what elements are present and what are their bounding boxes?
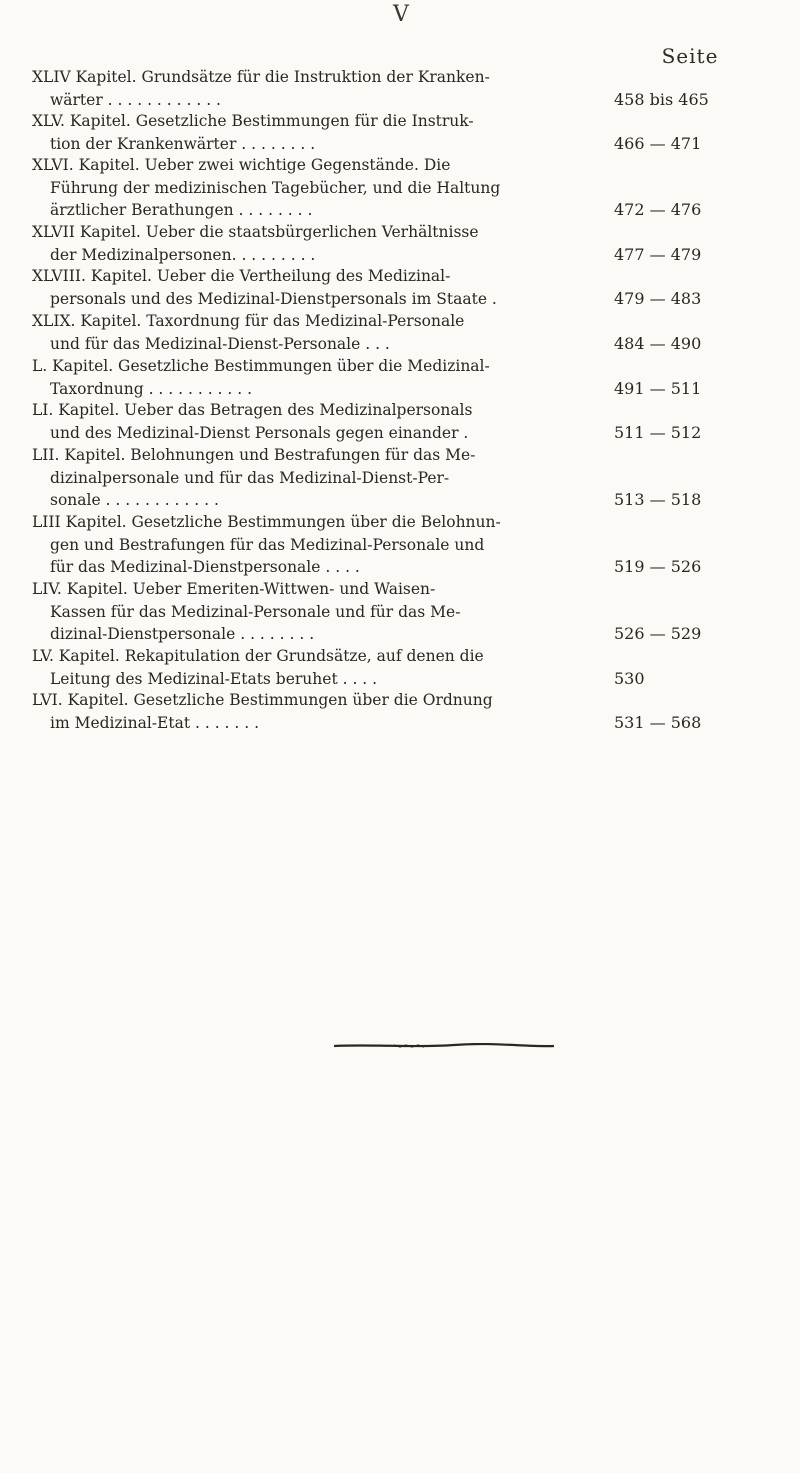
entry-pages: 477 — 479: [614, 244, 702, 264]
entry-line: Leitung des Medizinal-Etats beruhet . . . .: [50, 669, 378, 688]
toc-entry: [32, 645, 772, 690]
entry-title: [32, 645, 612, 690]
entry-title: [32, 355, 612, 400]
entry-line: XLVIII. Kapitel. Ueber die Vertheilung des Medizinal-: [32, 267, 451, 285]
entry-line: LIII Kapitel. Gesetzliche Bestimmungen über die Belohnun-: [32, 513, 501, 531]
entry-line: XLVII Kapitel. Ueber die staatsbürgerlichen Verhältnisse: [32, 223, 479, 241]
entry-line: L. Kapitel. Gesetzliche Bestimmungen über die Medizinal-: [32, 357, 490, 375]
entry-line: LVI. Kapitel. Gesetzliche Bestimmungen über die Ordnung: [32, 691, 493, 709]
entry-line: tion der Krankenwärter . . . . . . . .: [50, 134, 316, 153]
entry-pages: 484 — 490: [614, 333, 702, 353]
entry-line: Führung der medizinischen Tagebücher, und die Haltung: [50, 178, 501, 197]
entry-title: [32, 265, 612, 310]
entry-line: XLIV Kapitel. Grundsätze für die Instruktion der Kranken-: [32, 68, 490, 86]
entry-pages: 519 — 526: [614, 557, 702, 576]
entry-title: [32, 511, 612, 579]
toc-entry: [32, 578, 772, 646]
entry-title: [32, 66, 612, 111]
entry-line: und des Medizinal-Dienst Personals gegen einander .: [50, 423, 469, 442]
entry-line: sonale . . . . . . . . . . . .: [50, 491, 219, 509]
toc-entry: [32, 221, 772, 266]
toc-entry: [32, 355, 772, 400]
entry-pages: 491 — 511: [614, 378, 702, 398]
entry-line: LIV. Kapitel. Ueber Emeriten-Wittwen- und Waisen-: [32, 580, 436, 598]
entry-title: [32, 399, 612, 444]
entry-line: wärter . . . . . . . . . . . .: [50, 90, 221, 109]
entry-title: [32, 110, 612, 155]
entry-title: [32, 578, 612, 646]
entry-line: für das Medizinal-Dienstpersonale . . . .: [50, 558, 360, 576]
column-header-seite: Seite: [661, 44, 719, 68]
toc-entry: [32, 399, 772, 444]
entry-line: LV. Kapitel. Rekapitulation der Grundsätze, auf denen die: [32, 647, 484, 665]
toc-entry: [32, 310, 772, 355]
toc-entry: [32, 444, 772, 512]
entry-line: dizinalpersonale und für das Medizinal-Dienst-Per-: [50, 468, 450, 487]
entry-line: gen und Bestrafungen für das Medizinal-Personale und: [50, 535, 485, 554]
entry-pages: 472 — 476: [614, 200, 702, 219]
entry-title: [32, 689, 612, 734]
entry-line: ärztlicher Berathungen . . . . . . . .: [50, 201, 313, 219]
toc-entry: [32, 689, 772, 734]
entry-title: [32, 310, 612, 355]
entry-pages: 511 — 512: [614, 422, 702, 442]
toc-entry: [32, 66, 772, 111]
toc-entry: [32, 511, 772, 579]
entry-line: der Medizinalpersonen. . . . . . . . .: [50, 245, 316, 264]
entry-pages: 479 — 483: [614, 288, 702, 308]
entry-line: XLV. Kapitel. Gesetzliche Bestimmungen für die Instruk-: [32, 112, 474, 130]
toc-entry: [32, 154, 772, 222]
toc-entry: [32, 110, 772, 155]
entry-line: und für das Medizinal-Dienst-Personale . . .: [50, 334, 390, 353]
entry-line: LII. Kapitel. Belohnungen und Bestrafungen für das Me-: [32, 446, 476, 464]
entry-pages: 466 — 471: [614, 133, 702, 153]
entry-line: personals und des Medizinal-Dienstpersonals im Staate .: [50, 289, 497, 308]
entry-line: XLVI. Kapitel. Ueber zwei wichtige Gegenstände. Die: [32, 156, 451, 174]
entry-line: im Medizinal-Etat . . . . . . .: [50, 713, 260, 732]
entry-title: [32, 154, 612, 222]
entry-line: dizinal-Dienstpersonale . . . . . . . .: [50, 625, 315, 643]
entry-pages: 531 — 568: [614, 712, 702, 732]
ornamental-rule: [334, 1043, 554, 1049]
entry-line: Taxordnung . . . . . . . . . . .: [50, 379, 253, 398]
entry-pages: 530: [614, 668, 645, 688]
page-signature: V: [393, 2, 409, 27]
entry-pages: 458 bis 465: [614, 89, 709, 109]
entry-title: [32, 444, 612, 512]
entry-line: XLIX. Kapitel. Taxordnung für das Medizinal-Personale: [32, 312, 465, 330]
toc-entry: [32, 265, 772, 310]
entry-pages: 526 — 529: [614, 624, 702, 643]
entry-pages: 513 — 518: [614, 490, 702, 509]
entry-line: LI. Kapitel. Ueber das Betragen des Medizinalpersonals: [32, 401, 473, 419]
entry-line: Kassen für das Medizinal-Personale und für das Me-: [50, 602, 461, 621]
entry-title: [32, 221, 612, 266]
